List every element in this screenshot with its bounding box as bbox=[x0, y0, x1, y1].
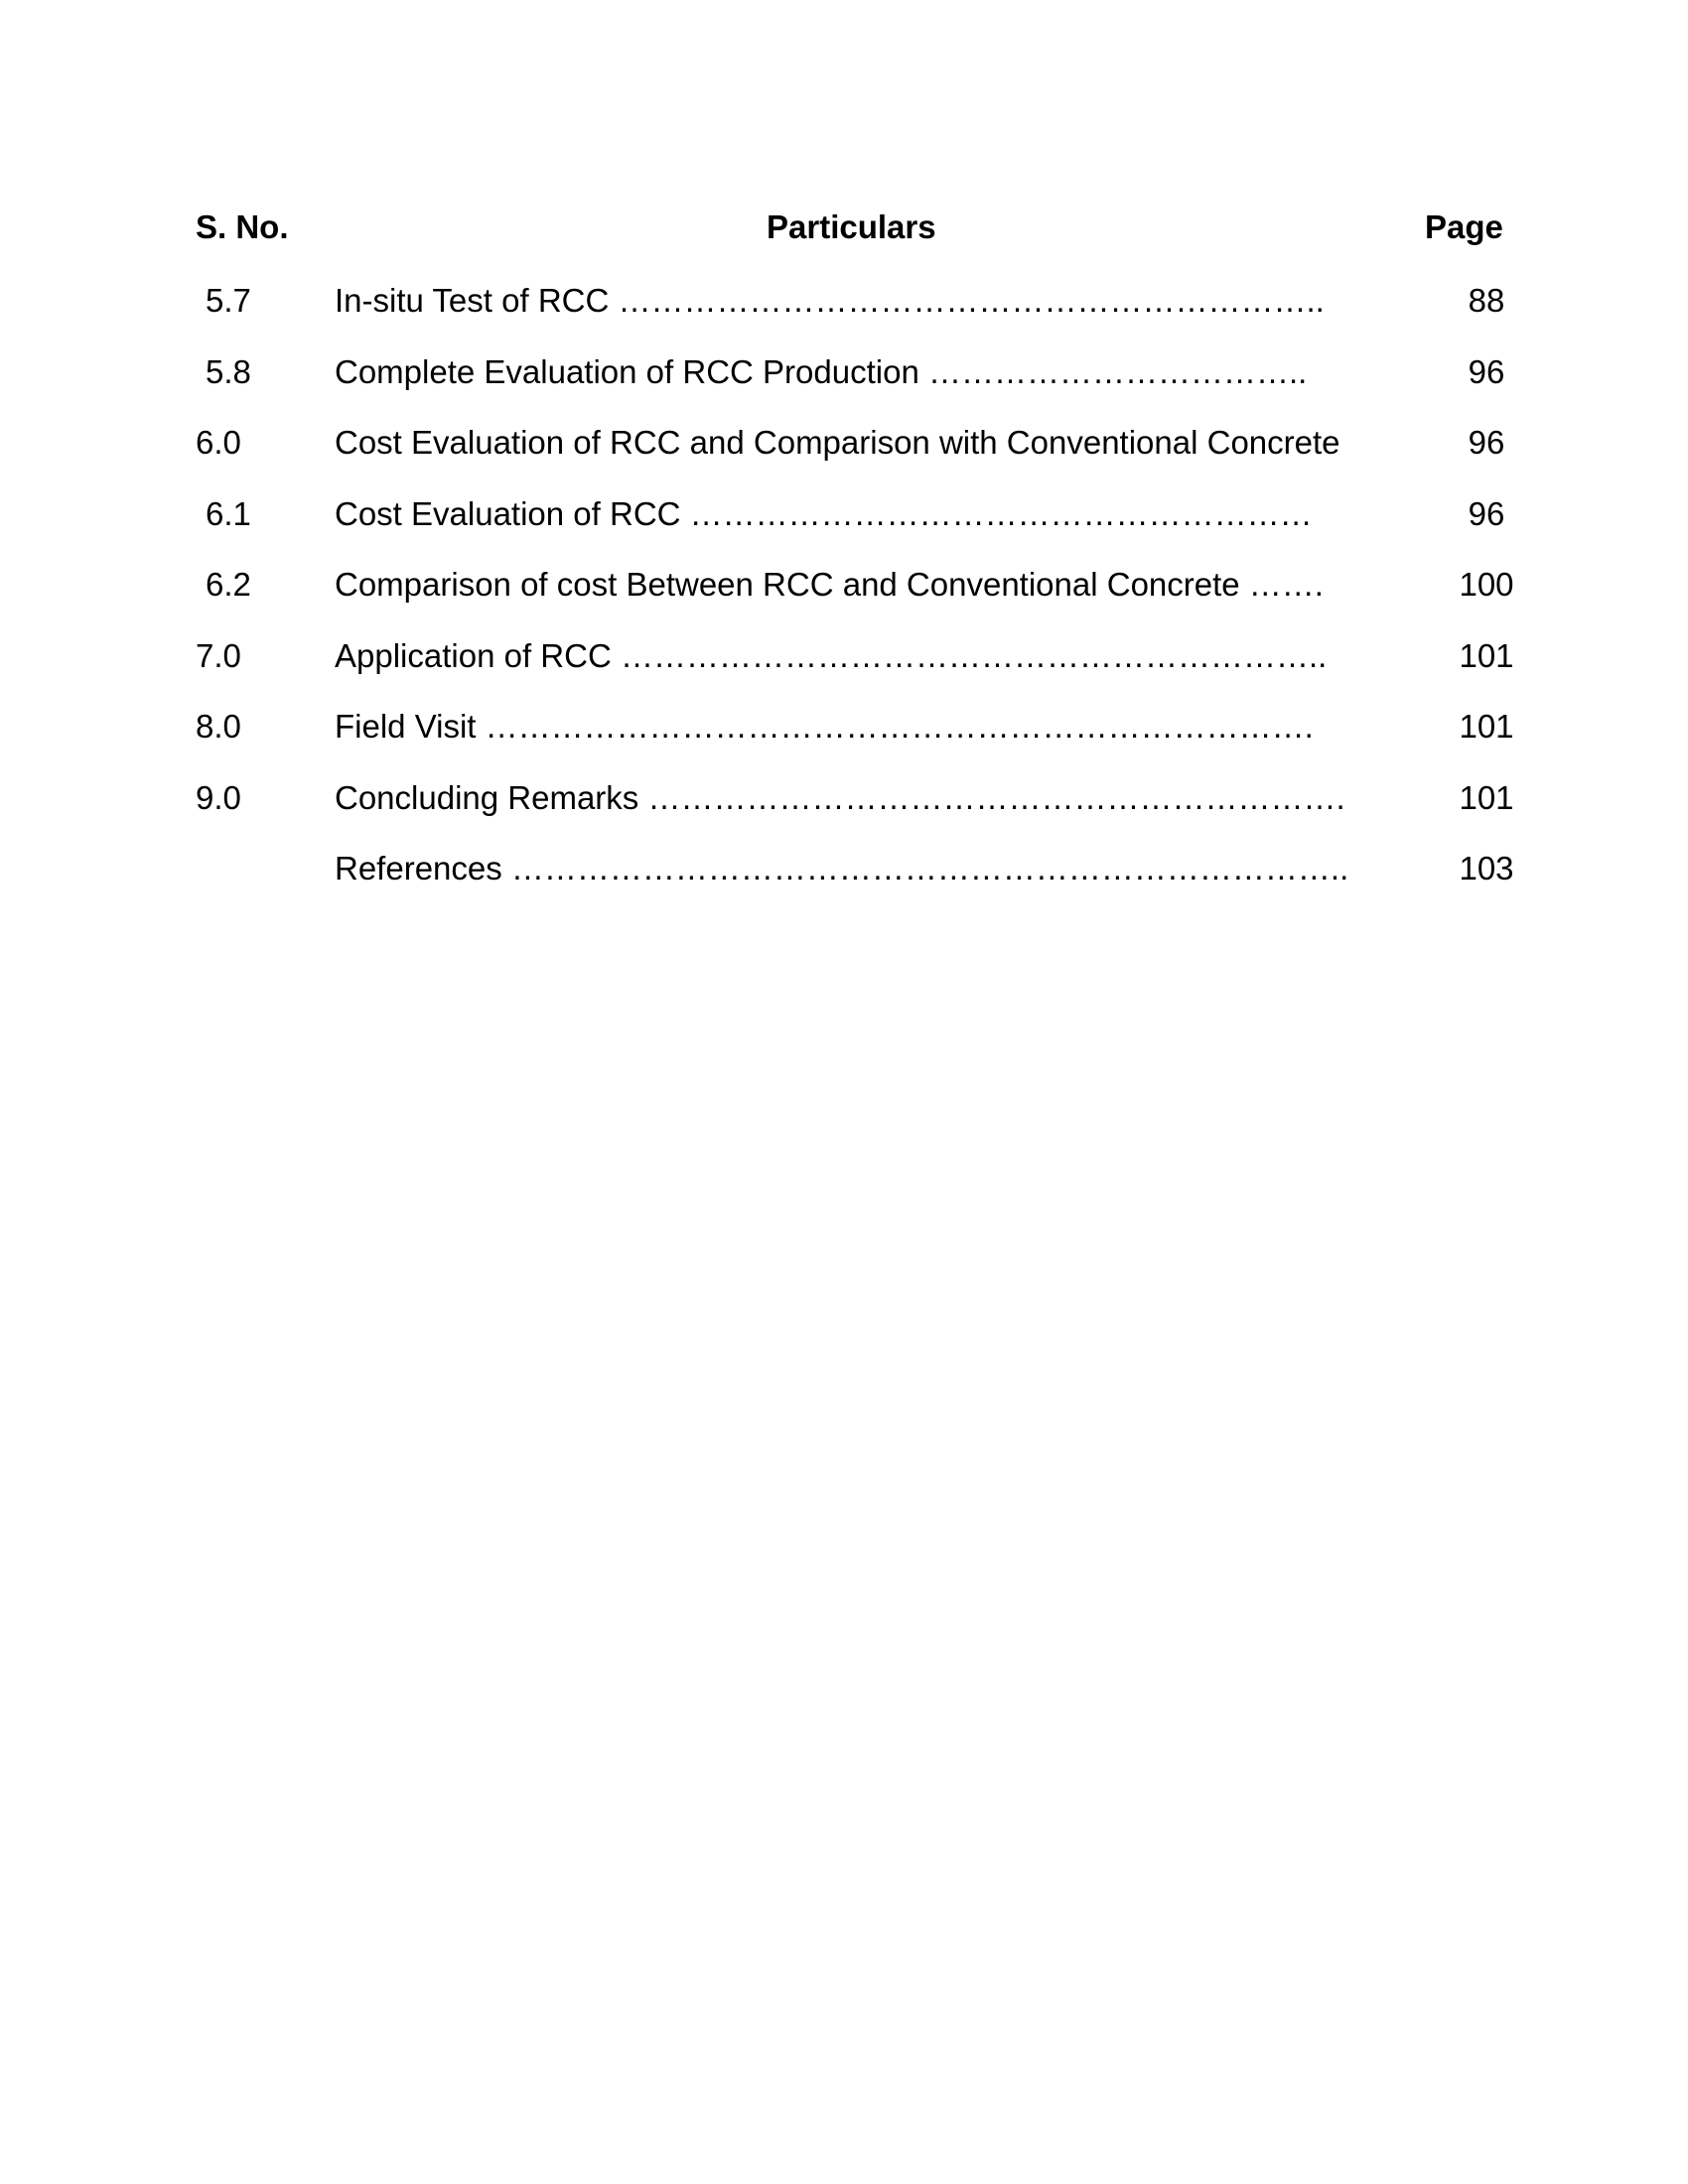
toc-row-number: 9.0 bbox=[196, 778, 241, 816]
toc-row-page: 96 bbox=[1468, 352, 1505, 390]
toc-rows bbox=[196, 282, 1516, 921]
toc-row-title: Application of RCC ……………………………………………………….. bbox=[335, 636, 1328, 674]
toc-row-number: 6.1 bbox=[206, 494, 251, 532]
toc-row-page: 103 bbox=[1459, 850, 1514, 887]
toc-row-number: 6.0 bbox=[196, 424, 241, 461]
toc-row-page: 101 bbox=[1459, 778, 1514, 816]
toc-row bbox=[196, 566, 1516, 637]
toc-row-title: In-situ Test of RCC ……………………………………………………….. bbox=[335, 282, 1325, 319]
toc-row-number: 6.2 bbox=[206, 566, 251, 603]
toc-row-number: 5.7 bbox=[206, 282, 251, 319]
header-page: Page bbox=[1425, 208, 1503, 245]
toc-row bbox=[196, 708, 1516, 779]
toc-row-number: 8.0 bbox=[196, 708, 241, 745]
toc-row bbox=[196, 637, 1516, 709]
toc-row bbox=[196, 353, 1516, 425]
toc-row-title: References ………………………………………………………………….. bbox=[335, 850, 1349, 887]
toc-row-number: 7.0 bbox=[196, 636, 241, 674]
toc-row-title: Concluding Remarks ………………………………………………………. bbox=[335, 778, 1345, 816]
toc-row bbox=[196, 282, 1516, 353]
toc-row bbox=[196, 495, 1516, 567]
toc-row bbox=[196, 850, 1516, 921]
table-of-contents bbox=[196, 208, 1516, 887]
toc-row-page: 101 bbox=[1459, 636, 1514, 674]
toc-header-row bbox=[196, 208, 1516, 260]
toc-row-title: Complete Evaluation of RCC Production …………………………….. bbox=[335, 352, 1308, 390]
header-particulars: Particulars bbox=[767, 208, 936, 245]
toc-row-number: 5.8 bbox=[206, 352, 251, 390]
toc-row-page: 96 bbox=[1468, 494, 1505, 532]
toc-row-page: 96 bbox=[1468, 424, 1505, 461]
toc-row bbox=[196, 779, 1516, 851]
toc-row bbox=[196, 424, 1516, 495]
header-sno: S. No. bbox=[196, 208, 289, 245]
toc-row-page: 100 bbox=[1459, 566, 1514, 603]
toc-row-page: 88 bbox=[1468, 282, 1505, 319]
toc-row-title: Comparison of cost Between RCC and Conventional Concrete ……. bbox=[335, 566, 1324, 603]
toc-row-page: 101 bbox=[1459, 708, 1514, 745]
toc-row-title: Cost Evaluation of RCC and Comparison with Conventional Concrete bbox=[335, 424, 1340, 461]
toc-row-title: Field Visit …………………………………………………………………. bbox=[335, 708, 1314, 745]
toc-row-title: Cost Evaluation of RCC ………………………………………………… bbox=[335, 494, 1313, 532]
